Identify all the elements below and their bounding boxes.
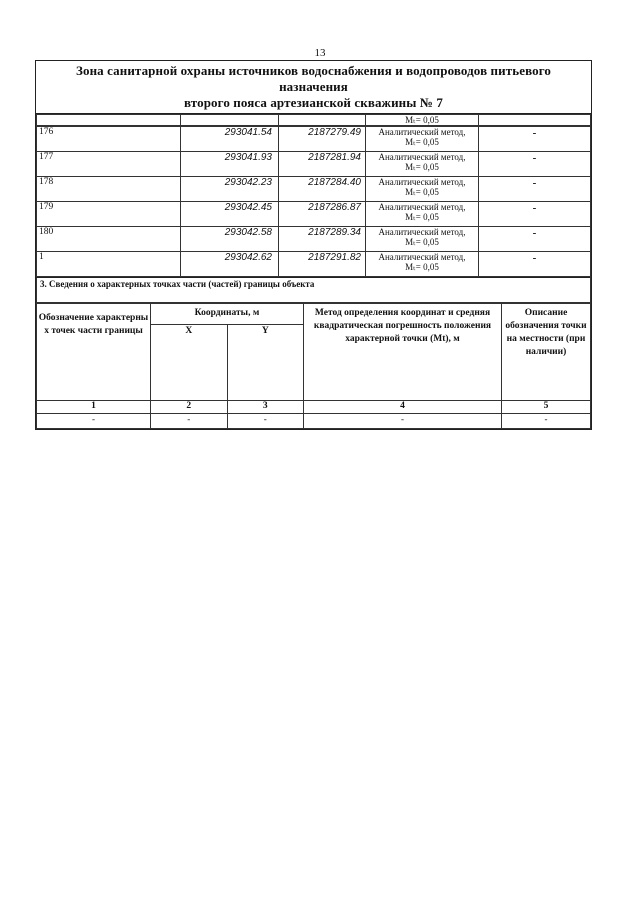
description-cell: -: [479, 202, 591, 227]
coord-x: 293041.54: [181, 127, 279, 152]
empty-cell-2: -: [151, 414, 228, 429]
column-number-5: 5: [502, 401, 591, 414]
point-id: 176: [37, 127, 181, 152]
document-frame: [35, 60, 592, 430]
empty-cell-4: -: [304, 414, 502, 429]
coord-y: 2187279.49: [279, 127, 366, 152]
section3-title: 3. Сведения о характерных точках части (частей) границы объекта: [37, 278, 591, 303]
header-x: X: [151, 325, 228, 401]
title-line-2: второго пояса артезианской скважины № 7: [184, 95, 443, 110]
coord-y: 2187281.94: [279, 152, 366, 177]
coord-x: 293041.93: [181, 152, 279, 177]
coord-x: 293042.23: [181, 177, 279, 202]
coord-y: 2187289.34: [279, 227, 366, 252]
method-cell: [366, 252, 479, 277]
coord-y: 2187284.40: [279, 177, 366, 202]
column-number-1: 1: [37, 401, 151, 414]
empty-cell-3: -: [227, 414, 304, 429]
description-cell: -: [479, 127, 591, 152]
method-name: Аналитический метод,: [378, 252, 466, 262]
method-name: Аналитический метод,: [378, 202, 466, 212]
method-cell: [366, 152, 479, 177]
point-id: 1: [37, 252, 181, 277]
column-number-2: 2: [151, 401, 228, 414]
column-number-3: 3: [227, 401, 304, 414]
method-accuracy: Мₜ= 0,05: [405, 212, 439, 222]
section3-header-table: [36, 303, 591, 429]
coord-x: 293042.58: [181, 227, 279, 252]
description-cell: -: [479, 152, 591, 177]
description-cell: -: [479, 177, 591, 202]
method-cell: Мₜ= 0,05: [366, 115, 479, 126]
method-accuracy: Мₜ= 0,05: [405, 262, 439, 272]
method-accuracy: Мₜ= 0,05: [405, 237, 439, 247]
document-title: [36, 61, 591, 114]
method-accuracy: Мₜ= 0,05: [405, 162, 439, 172]
coordinates-table: [36, 114, 591, 126]
table-row: [37, 127, 591, 152]
method-name: Аналитический метод,: [378, 152, 466, 162]
header-method: Метод определения координат и средняя квадратическая погрешность положения характерной точки (Мt), м: [304, 304, 502, 401]
description-cell: -: [479, 252, 591, 277]
method-cell: [366, 202, 479, 227]
table-row: [37, 152, 591, 177]
empty-cell-5: -: [502, 414, 591, 429]
header-coordinates: Координаты, м: [151, 304, 304, 325]
method-name: Аналитический метод,: [378, 127, 466, 137]
table-row: [37, 177, 591, 202]
point-id: 178: [37, 177, 181, 202]
method-name: Аналитический метод,: [378, 227, 466, 237]
method-accuracy: Мₜ= 0,05: [405, 187, 439, 197]
method-cell: [366, 177, 479, 202]
empty-cell-1: -: [37, 414, 151, 429]
method-accuracy: Мₜ= 0,05: [405, 137, 439, 147]
coord-y: 2187286.87: [279, 202, 366, 227]
coord-x: 293042.62: [181, 252, 279, 277]
point-id: 177: [37, 152, 181, 177]
description-cell: -: [479, 227, 591, 252]
table-row-partial: [37, 115, 591, 126]
header-y: Y: [227, 325, 304, 401]
header-point-designation: Обозначение характерны х точек части границы: [37, 304, 151, 401]
coord-x: 293042.45: [181, 202, 279, 227]
page-number: 13: [314, 47, 326, 59]
header-description: Описание обозначения точки на местности (при наличии): [502, 304, 591, 401]
method-name: Аналитический метод,: [378, 177, 466, 187]
title-line-1: Зона санитарной охраны источников водоснабжения и водопроводов питьевого назначения: [76, 63, 551, 94]
table-row: [37, 252, 591, 277]
section3-table: [36, 277, 591, 303]
method-cell: [366, 227, 479, 252]
column-number-4: 4: [304, 401, 502, 414]
table-row: [37, 202, 591, 227]
coord-y: 2187291.82: [279, 252, 366, 277]
method-cell: [366, 127, 479, 152]
point-id: 180: [37, 227, 181, 252]
table-row: [37, 227, 591, 252]
coordinates-rows: [36, 126, 591, 277]
point-id: 179: [37, 202, 181, 227]
